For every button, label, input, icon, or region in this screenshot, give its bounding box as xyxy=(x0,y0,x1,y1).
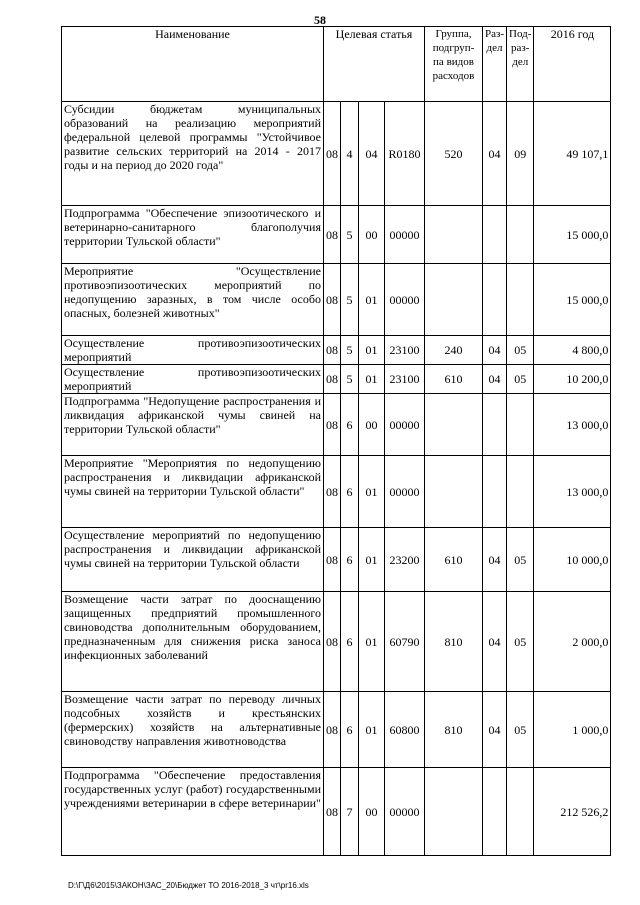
expense-group: 810 xyxy=(425,692,483,768)
header-name: Наименование xyxy=(62,27,324,102)
target-code-subprogram: 6 xyxy=(341,394,359,456)
header-target: Целевая статья xyxy=(324,27,425,102)
subsection-code: 05 xyxy=(507,528,534,592)
amount-2016: 1 000,0 xyxy=(534,692,611,768)
expense-group: 610 xyxy=(425,365,483,394)
subsection-code: 05 xyxy=(507,336,534,365)
header-section: Раз- дел xyxy=(483,27,507,102)
target-code-event: 00 xyxy=(359,394,385,456)
section-code: 04 xyxy=(483,692,507,768)
target-code-event: 01 xyxy=(359,692,385,768)
target-code-program: 08 xyxy=(324,592,341,692)
target-code-subprogram: 5 xyxy=(341,365,359,394)
target-code-program: 08 xyxy=(324,365,341,394)
target-code-program: 08 xyxy=(324,528,341,592)
target-code-program: 08 xyxy=(324,336,341,365)
table-row xyxy=(62,394,611,456)
amount-2016: 4 800,0 xyxy=(534,336,611,365)
table-row xyxy=(62,592,611,692)
subsection-code xyxy=(507,394,534,456)
subsection-code xyxy=(507,264,534,336)
row-name xyxy=(62,768,324,856)
row-name-text: Подпрограмма "Обеспечение эпизоотического и ветеринарно-санитарного благополучия территории Тульской области" xyxy=(64,206,321,248)
expense-group xyxy=(425,264,483,336)
target-code-program: 08 xyxy=(324,692,341,768)
row-name-text: Осуществление противоэпизоотических мероприятий xyxy=(64,336,321,364)
target-code-program: 08 xyxy=(324,768,341,856)
target-code-event: 00 xyxy=(359,768,385,856)
expense-group xyxy=(425,456,483,528)
target-code-event: 01 xyxy=(359,264,385,336)
target-code-event: 01 xyxy=(359,592,385,692)
section-code xyxy=(483,206,507,264)
target-code-direction: 00000 xyxy=(385,206,425,264)
target-code-direction: 60800 xyxy=(385,692,425,768)
section-code xyxy=(483,394,507,456)
subsection-code: 09 xyxy=(507,102,534,206)
target-code-direction: 00000 xyxy=(385,768,425,856)
target-code-program: 08 xyxy=(324,394,341,456)
target-code-direction: R0180 xyxy=(385,102,425,206)
table-row xyxy=(62,264,611,336)
row-name-text: Подпрограмма "Недопущение распространения и ликвидация африканской чумы свиней на территории Тульской области" xyxy=(64,394,321,436)
expense-group: 520 xyxy=(425,102,483,206)
target-code-event: 00 xyxy=(359,206,385,264)
target-code-subprogram: 5 xyxy=(341,336,359,365)
table-row xyxy=(62,336,611,365)
row-name xyxy=(62,592,324,692)
amount-2016: 49 107,1 xyxy=(534,102,611,206)
target-code-direction: 00000 xyxy=(385,456,425,528)
page-number: 58 xyxy=(314,13,326,27)
table-row xyxy=(62,206,611,264)
expense-group: 810 xyxy=(425,592,483,692)
amount-2016: 212 526,2 xyxy=(534,768,611,856)
row-name-text: Субсидии бюджетам муниципальных образований на реализацию мероприятий федеральной целевой программы "Устойчивое развитие сельских территорий на 2014 - 2017 годы и на период до 2020 года" xyxy=(64,102,321,172)
target-code-subprogram: 4 xyxy=(341,102,359,206)
table-row xyxy=(62,692,611,768)
table-row xyxy=(62,456,611,528)
row-name-text: Мероприятие "Мероприятия по недопущению распространения и ликвидации африканской чумы свиней на территории Тульской области" xyxy=(64,456,321,498)
table-row xyxy=(62,102,611,206)
row-name xyxy=(62,206,324,264)
subsection-code: 05 xyxy=(507,592,534,692)
header-subsection: Под- раз- дел xyxy=(507,27,534,102)
row-name xyxy=(62,394,324,456)
amount-2016: 13 000,0 xyxy=(534,394,611,456)
target-code-direction: 00000 xyxy=(385,264,425,336)
target-code-event: 04 xyxy=(359,102,385,206)
table-row xyxy=(62,768,611,856)
target-code-event: 01 xyxy=(359,365,385,394)
section-code: 04 xyxy=(483,336,507,365)
amount-2016: 10 000,0 xyxy=(534,528,611,592)
section-code xyxy=(483,768,507,856)
target-code-subprogram: 6 xyxy=(341,692,359,768)
expense-group xyxy=(425,768,483,856)
budget-table xyxy=(61,26,611,856)
target-code-program: 08 xyxy=(324,456,341,528)
row-name xyxy=(62,528,324,592)
target-code-direction: 23200 xyxy=(385,528,425,592)
file-path-footer: D:\Г\Д6\2015\ЗАКОН\ЗАС_20\Бюджет ТО 2016-2018_3 чт\pr16.xls xyxy=(68,881,309,890)
target-code-event: 01 xyxy=(359,336,385,365)
expense-group xyxy=(425,394,483,456)
expense-group: 240 xyxy=(425,336,483,365)
amount-2016: 15 000,0 xyxy=(534,264,611,336)
target-code-subprogram: 5 xyxy=(341,264,359,336)
target-code-direction: 60790 xyxy=(385,592,425,692)
row-name-text: Мероприятие "Осуществление противоэпизоотических мероприятий по недопущению заразных, в том числе особо опасных, болезней животных" xyxy=(64,264,321,320)
amount-2016: 13 000,0 xyxy=(534,456,611,528)
section-code xyxy=(483,456,507,528)
subsection-code xyxy=(507,206,534,264)
target-code-direction: 23100 xyxy=(385,365,425,394)
row-name-text: Подпрограмма "Обеспечение предоставления государственных услуг (работ) государственными учреждениями ветеринарии в сфере ветеринарии" xyxy=(64,768,321,810)
target-code-program: 08 xyxy=(324,102,341,206)
subsection-code: 05 xyxy=(507,692,534,768)
section-code: 04 xyxy=(483,102,507,206)
section-code: 04 xyxy=(483,365,507,394)
target-code-event: 01 xyxy=(359,456,385,528)
header-year: 2016 год xyxy=(534,27,611,102)
subsection-code xyxy=(507,456,534,528)
row-name xyxy=(62,365,324,394)
section-code: 04 xyxy=(483,528,507,592)
target-code-subprogram: 7 xyxy=(341,768,359,856)
target-code-subprogram: 6 xyxy=(341,592,359,692)
row-name-text: Осуществление противоэпизоотических мероприятий xyxy=(64,365,321,393)
target-code-subprogram: 6 xyxy=(341,528,359,592)
section-code: 04 xyxy=(483,592,507,692)
table-row xyxy=(62,365,611,394)
row-name xyxy=(62,336,324,365)
header-row xyxy=(62,27,611,102)
expense-group xyxy=(425,206,483,264)
amount-2016: 10 200,0 xyxy=(534,365,611,394)
amount-2016: 15 000,0 xyxy=(534,206,611,264)
amount-2016: 2 000,0 xyxy=(534,592,611,692)
table-row xyxy=(62,528,611,592)
row-name xyxy=(62,102,324,206)
section-code xyxy=(483,264,507,336)
target-code-program: 08 xyxy=(324,206,341,264)
target-code-event: 01 xyxy=(359,528,385,592)
row-name-text: Возмещение части затрат по дооснащению защищенных предприятий промышленного свиноводства дополнительным оборудованием, предназначенным для снижения риска заноса инфекционных заболеваний xyxy=(64,592,321,662)
header-group: Группа, подгруп- па видов расходов xyxy=(425,27,483,102)
target-code-program: 08 xyxy=(324,264,341,336)
row-name xyxy=(62,264,324,336)
expense-group: 610 xyxy=(425,528,483,592)
row-name xyxy=(62,692,324,768)
subsection-code xyxy=(507,768,534,856)
target-code-subprogram: 6 xyxy=(341,456,359,528)
target-code-subprogram: 5 xyxy=(341,206,359,264)
row-name xyxy=(62,456,324,528)
subsection-code: 05 xyxy=(507,365,534,394)
target-code-direction: 00000 xyxy=(385,394,425,456)
target-code-direction: 23100 xyxy=(385,336,425,365)
row-name-text: Возмещение части затрат по переводу личных подсобных хозяйств и крестьянских (фермерских) хозяйств на альтернативные свиноводству направления животноводства xyxy=(64,692,321,748)
row-name-text: Осуществление мероприятий по недопущению распространения и ликвидации африканской чумы свиней на территории Тульской области xyxy=(64,528,321,570)
